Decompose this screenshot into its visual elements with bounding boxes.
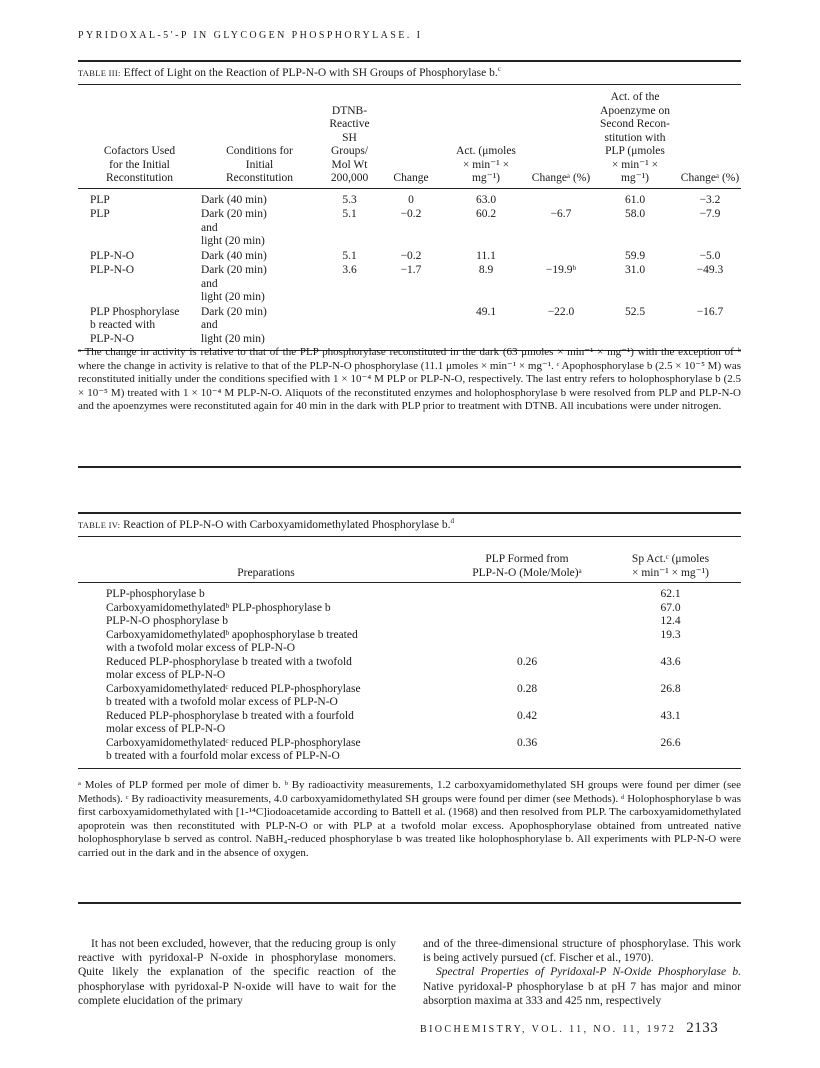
table3-cell: 58.0 — [624, 208, 646, 220]
table4-cell — [454, 588, 600, 602]
table3-header-cell: Change — [393, 172, 429, 184]
table3-caption — [78, 67, 501, 79]
table4-cell — [454, 602, 600, 616]
table3-cell: −7.9 — [699, 208, 721, 220]
table4-row — [78, 602, 741, 616]
table3-cell: 31.0 — [624, 264, 646, 276]
table4-cell: 19.3 — [660, 628, 681, 641]
table4-header-row — [78, 553, 741, 583]
table3-cell: −49.3 — [696, 264, 724, 276]
body-column-left — [78, 937, 396, 1008]
table3-cell: PLP — [90, 193, 110, 206]
table4-cell: 26.8 — [660, 682, 681, 695]
table3-cell: −3.2 — [699, 193, 721, 206]
table4-cell: Carboxyamidomethylatedᵇ PLP-phosphorylase b — [106, 601, 331, 614]
body-paragraph: and of the three-dimensional structure of phosphorylase. This work is being actively pursued (cf. Fischer et al., 1970). — [423, 938, 741, 965]
table3-cell: −16.7 — [696, 305, 724, 318]
section-heading: Spectral Properties of Pyridoxal-P N-Oxide Phosphorylase b. — [436, 966, 741, 979]
table3-cell — [318, 305, 381, 347]
table3-row — [78, 263, 741, 305]
table3-header-cell: Changeᵃ (%) — [680, 172, 740, 184]
table4-header-cell: PLP Formed from PLP-N-O (Mole/Mole)ᵃ — [472, 553, 582, 579]
table4-cell: Reduced PLP-phosphorylase b treated with a fourfold molar excess of PLP-N-O — [106, 709, 354, 735]
table3-row — [78, 305, 741, 347]
table3-cell: PLP — [90, 208, 110, 220]
table3-cell: 5.1 — [342, 249, 357, 262]
table3-cell: Dark (20 min) and light (20 min) — [201, 305, 267, 345]
journal-citation: BIOCHEMISTRY, VOL. 11, NO. 11, 1972 — [420, 1024, 677, 1035]
table3-header-cell: DTNB- Reactive SH Groups/ Mol Wt 200,000 — [329, 104, 370, 184]
table3-cell: PLP-N-O — [90, 249, 135, 262]
table3-cell: 0 — [408, 193, 414, 206]
body-paragraph — [423, 965, 741, 1008]
page-footer — [420, 1020, 718, 1037]
body-paragraph: It has not been excluded, however, that the reducing group is only reactive with pyridoxal-P N-oxide in phosphorylase monomers. Quite likely the explanation of the specific reaction of the phosphorylase with pyridoxal-P N-oxide will have to wait for the complete elucidation of the primary — [78, 938, 396, 1007]
table3-cell: 63.0 — [475, 193, 497, 206]
table3-header-row — [78, 91, 741, 188]
table3-cell: −6.7 — [550, 208, 572, 220]
table3 — [78, 91, 741, 351]
table4-title: Reaction of PLP-N-O with Carboxyamidomethylated Phosphorylase b. — [123, 519, 451, 531]
table3-cell: 52.5 — [624, 305, 646, 318]
table4-cell: 26.6 — [660, 736, 681, 749]
table4 — [78, 553, 741, 769]
table4-caption-rule — [78, 536, 741, 537]
table4-cell: 0.28 — [516, 682, 538, 695]
table4-caption — [78, 519, 454, 531]
table3-cell — [531, 249, 591, 264]
table4-cell: 43.6 — [660, 655, 681, 668]
table4-row — [78, 710, 741, 737]
page-number: 2133 — [686, 1020, 719, 1036]
table3-cell: Dark (40 min) — [201, 249, 267, 262]
table4-footnote: ᵃ Moles of PLP formed per mole of dimer b. ᵇ By radioactivity measurements, 1.2 carboxyamidomethylated SH groups were found per dimer (see Methods). ᶜ By radioactivity measurements, 4.0 carboxyamidomethylated SH groups were found per dimer (see Methods). ᵈ Holophosphorylase b was first carboxyamidomethylated with [1-¹⁴C]iodoacetamide according to Battell et al. (1968) and then resolved from PLP. The carboxyamidomethylated apoprotein was then reconstituted with PLP-N-O or with PLP at a twofold molar excess. Apophosphorylase obtained from untreated native holophosphorylase b served as control. NaBH₄-reduced phosphorylase b was treated like holophosphorylase b. All experiments with PLP-N-O were carried out in the dark and in the absence of oxygen. — [78, 779, 741, 859]
table3-cell: −0.2 — [400, 208, 422, 220]
table4-row — [78, 737, 741, 764]
body-text: Native pyridoxal-P phosphorylase b at pH 7 has major and minor absorption maxima at 333 and 425 nm, respectively — [423, 980, 741, 1007]
table3-cell: Dark (40 min) — [201, 193, 267, 206]
table3-header-cell: Conditions for Initial Reconstitution — [225, 145, 294, 184]
table4-header-cell: Sp Act.ᶜ (μmoles × min⁻¹ × mg⁻¹) — [631, 553, 710, 579]
table3-cell: PLP Phosphorylase b reacted with PLP-N-O — [90, 305, 180, 345]
table4-row — [78, 588, 741, 602]
table3-cell — [381, 305, 441, 347]
table4-bottom-rule — [78, 902, 741, 904]
table4-cell — [454, 629, 600, 656]
table4-cell: 0.42 — [516, 709, 538, 722]
table3-header-cell: Act. (μmoles × min⁻¹ × mg⁻¹) — [456, 145, 516, 184]
table4-cell: Carboxyamidomethylatedᶜ reduced PLP-phosphorylase b treated with a fourfold molar excess of PLP-N-O — [106, 736, 361, 762]
running-head: PYRIDOXAL-5′-P IN GLYCOGEN PHOSPHORYLASE. I — [78, 30, 423, 41]
table4-cell: Reduced PLP-phosphorylase b treated with a twofold molar excess of PLP-N-O — [106, 655, 352, 681]
table3-cell — [531, 194, 591, 208]
table4-row — [78, 629, 741, 656]
table3-top-rule — [78, 60, 741, 62]
table3-bottom-rule — [78, 466, 741, 468]
table3-cell: PLP-N-O — [90, 264, 135, 276]
table4-header-cell: Preparations — [237, 566, 295, 579]
table3-caption-rule — [78, 84, 741, 85]
table3-cell: −19.9ᵇ — [545, 264, 577, 276]
table3-cell: 11.1 — [476, 249, 496, 262]
body-column-right — [423, 937, 741, 1008]
table3-header-cell: Cofactors Used for the Initial Reconstitution — [103, 145, 176, 184]
table3-row — [78, 249, 741, 264]
table3-row — [78, 194, 741, 208]
table3-header-cell: Act. of the Apoenzyme on Second Recon- stitution with PLP (μmoles × min⁻¹ × mg⁻¹) — [600, 91, 670, 184]
table3-cell: −1.7 — [400, 264, 422, 276]
table3-cell: 5.3 — [342, 193, 357, 206]
table3-cell: 60.2 — [475, 208, 497, 220]
table3-cell: 5.1 — [342, 208, 357, 220]
table4-cell: 67.0 — [660, 601, 681, 614]
table4-cell: 0.36 — [516, 736, 538, 749]
table3-footnote: ᵃ The change in activity is relative to that of the PLP phosphorylase reconstituted in the dark (63 μmoles × min⁻¹ × mg⁻¹) with the exception of ᵇ where the change in activity is relative to that of the PLP-N-O phosphorylase (11.1 μmoles × min⁻¹ × mg⁻¹. ᶜ Apophosphorylase b (2.5 × 10⁻⁵ M) was reconstituted initially under the conditions specified with 1 × 10⁻⁴ M PLP or PLP-N-O, respectively. The last entry refers to holophosphorylase b (2.5 × 10⁻⁵ M) treated with 1 × 10⁻⁴ M PLP-N-O. Aliquots of the reconstituted enzymes and holophosphorylase b were resolved from PLP and PLP-N-O and the apoenzymes were reconstituted again for 40 min in the dark with PLP prior to treatment with DTNB. All incubations were under nitrogen. — [78, 346, 741, 413]
table4-cell: Carboxyamidomethylatedᵇ apophosphorylase b treated with a twofold molar excess of PLP-N-O — [106, 628, 358, 654]
table4-cell: 0.26 — [516, 655, 538, 668]
table4-cell: 43.1 — [660, 709, 681, 722]
table3-title-sup: c — [497, 65, 501, 74]
table4-cell: 62.1 — [660, 588, 681, 600]
table3-cell: 49.1 — [475, 305, 497, 318]
table3-cell: 3.6 — [342, 264, 357, 276]
table3-label: TABLE III: — [78, 68, 121, 78]
table3-cell: −5.0 — [699, 249, 721, 262]
table4-row — [78, 615, 741, 629]
table4-top-rule — [78, 512, 741, 514]
table3-header-cell: Changeᵃ (%) — [531, 172, 591, 184]
table4-cell — [454, 615, 600, 629]
table4-row — [78, 656, 741, 683]
table3-cell: 8.9 — [478, 264, 494, 276]
table4-label: TABLE IV: — [78, 520, 121, 530]
table3-cell: Dark (20 min) and light (20 min) — [201, 264, 267, 303]
table4-cell: 12.4 — [660, 615, 681, 627]
table3-cell: −0.2 — [400, 249, 422, 262]
table3-cell: Dark (20 min) and light (20 min) — [201, 208, 267, 247]
table3-title: Effect of Light on the Reaction of PLP-N-O with SH Groups of Phosphorylase b. — [123, 67, 498, 79]
table4-cell: PLP-N-O phosphorylase b — [106, 615, 229, 627]
table3-cell: 61.0 — [624, 193, 646, 206]
table3-cell: −22.0 — [547, 305, 575, 318]
table3-row — [78, 207, 741, 249]
table3-cell: 59.9 — [624, 249, 646, 262]
table4-cell: Carboxyamidomethylatedᶜ reduced PLP-phosphorylase b treated with a twofold molar excess of PLP-N-O — [106, 682, 361, 708]
table4-cell: PLP-phosphorylase b — [106, 588, 205, 600]
table4-row — [78, 683, 741, 710]
table4-title-sup: d — [450, 517, 454, 526]
